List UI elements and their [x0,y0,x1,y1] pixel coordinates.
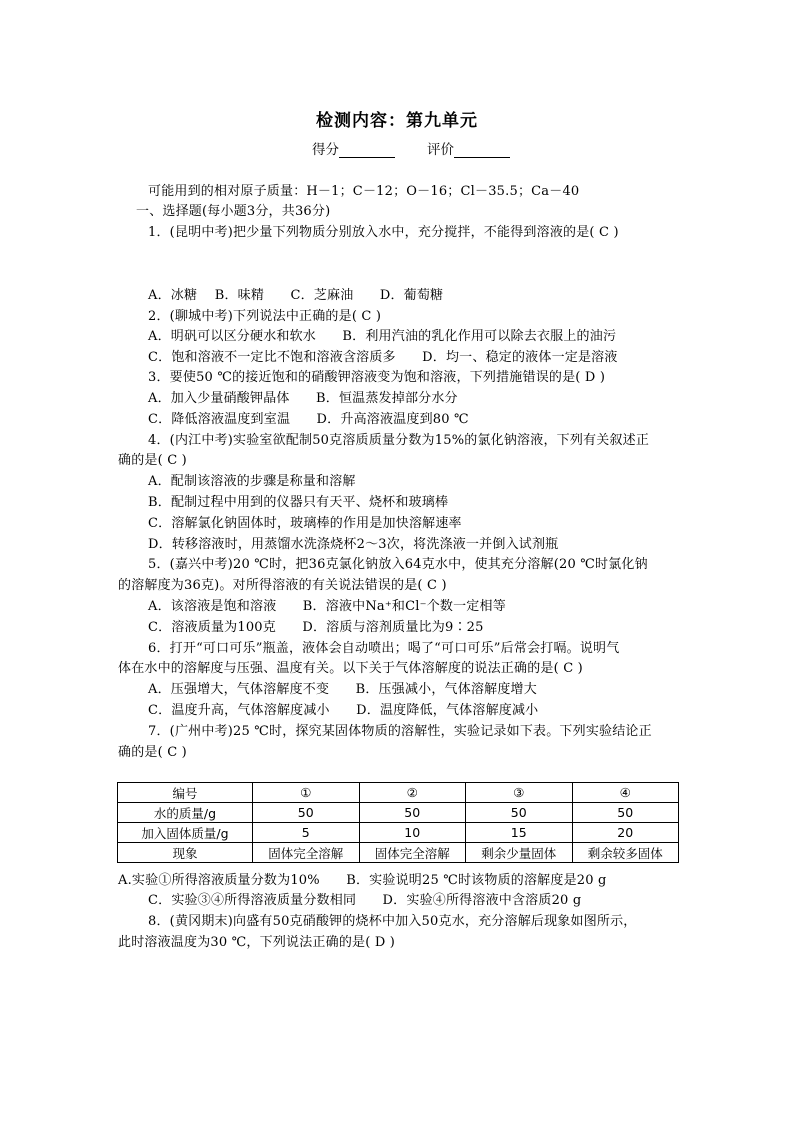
table-cell: 50 [359,803,466,823]
question-7-stem-line1: 7．(广州中考)25 ℃时，探究某固体物质的溶解性，实验记录如下表。下列实验结论正 [148,724,652,739]
question-8-stem-line1: 8．(黄冈期末)向盛有50克硝酸钾的烧杯中加入50克水，充分溶解后现象如图所示， [148,914,637,929]
table-row [118,823,679,843]
table-row [118,843,679,863]
score-line [312,138,510,158]
question-3-options-cd: C．降低溶液温度到室温 D．升高溶液温度到80 ℃ [148,412,469,427]
page-title: 检测内容：第九单元 [316,111,478,131]
question-2-options-ab: A．明矾可以区分硬水和软水 B．利用汽油的乳化作用可以除去衣服上的油污 [148,329,617,344]
question-7-stem-line2: 确的是( C ) [118,745,187,760]
question-5-stem-line1: 5．(嘉兴中考)20 ℃时，把36克氯化钠放入64克水中，使其充分溶解(20 ℃时氯化钠 [148,557,648,572]
table-cell: 剩余少量固体 [466,843,573,863]
question-6-stem-line2: 体在水中的溶解度与压强、温度有关。以下关于气体溶解度的说法正确的是( C ) [118,661,583,676]
question-4-option-c: C．溶解氯化钠固体时，玻璃棒的作用是加快溶解速率 [148,516,462,531]
rating-blank [454,143,510,158]
table-cell: 15 [466,823,573,843]
question-4-option-b: B．配制过程中用到的仪器只有天平、烧杯和玻璃棒 [148,495,449,510]
rating-label: 评价 [427,142,454,158]
question-6-stem-line1: 6．打开“可口可乐”瓶盖，液体会自动喷出；喝了“可口可乐”后常会打嗝。说明气 [148,641,620,656]
question-4-option-d: D．转移溶液时，用蒸馏水洗涤烧杯2～3次，将洗涤液一并倒入试剂瓶 [148,537,559,552]
table-cell: 10 [359,823,466,843]
question-7-options-ab: A.实验①所得溶液质量分数为10% B．实验说明25 ℃时该物质的溶解度是20 g [118,873,607,888]
question-4-option-a: A．配制该溶液的步骤是称量和溶解 [148,474,356,489]
question-5-options-cd: C．溶液质量为100克 D．溶质与溶剂质量比为9∶25 [148,620,484,635]
question-1-stem: 1．(昆明中考)把少量下列物质分别放入水中，充分搅拌，不能得到溶液的是( C ) [148,225,619,240]
table-cell: 20 [572,823,679,843]
question-4-stem-line1: 4．(内江中考)实验室欲配制50克溶质质量分数为15%的氯化钠溶液，下列有关叙述正 [148,433,650,448]
question-3-stem: 3．要使50 ℃的接近饱和的硝酸钾溶液变为饱和溶液，下列措施错误的是( D ) [148,370,606,385]
table-cell: 水的质量/g [118,803,253,823]
table-cell: ④ [572,783,679,803]
atomic-masses: 可能用到的相对原子质量：H－1；C－12；O－16；Cl－35.5；Ca－40 [148,184,580,199]
table-cell: 编号 [118,783,253,803]
question-7-options-cd: C．实验③④所得溶液质量分数相同 D．实验④所得溶液中含溶质20 g [148,893,582,908]
table-header-row [118,783,679,803]
table-cell: ③ [466,783,573,803]
section-heading: 一、选择题(每小题3分，共36分) [136,204,331,219]
table-cell: 加入固体质量/g [118,823,253,843]
question-8-stem-line2: 此时溶液温度为30 ℃，下列说法正确的是( D ) [118,935,396,950]
question-4-stem-line2: 确的是( C ) [118,453,187,468]
question-2-stem: 2．(聊城中考)下列说法中正确的是( C ) [148,309,382,324]
table-cell: ① [253,783,360,803]
question-2-options-cd: C．饱和溶液不一定比不饱和溶液含溶质多 D．均一、稳定的液体一定是溶液 [148,350,618,365]
question-3-options-ab: A．加入少量硝酸钾晶体 B．恒温蒸发掉部分水分 [148,391,458,406]
question-5-stem-line2: 的溶解度为36克)。对所得溶液的有关说法错误的是( C ) [118,578,447,593]
table-cell: 50 [253,803,360,823]
table-row [118,803,679,823]
question-6-options-cd: C．温度升高，气体溶解度减小 D．温度降低，气体溶解度减小 [148,703,539,718]
question-6-options-ab: A．压强增大，气体溶解度不变 B．压强减小，气体溶解度增大 [148,682,537,697]
score-label: 得分 [312,142,339,158]
table-cell: 剩余较多固体 [572,843,679,863]
table-cell: 50 [572,803,679,823]
table-cell: 5 [253,823,360,843]
table-cell: 现象 [118,843,253,863]
table-cell: ② [359,783,466,803]
experiment-table [117,782,679,863]
question-1-options: A．冰糖 B．味精 C．芝麻油 D．葡萄糖 [148,288,444,303]
table-cell: 固体完全溶解 [359,843,466,863]
score-blank [339,143,395,158]
table-cell: 固体完全溶解 [253,843,360,863]
table-cell: 50 [466,803,573,823]
question-5-options-ab: A．该溶液是饱和溶液 B．溶液中Na⁺和Cl⁻个数一定相等 [148,599,506,614]
